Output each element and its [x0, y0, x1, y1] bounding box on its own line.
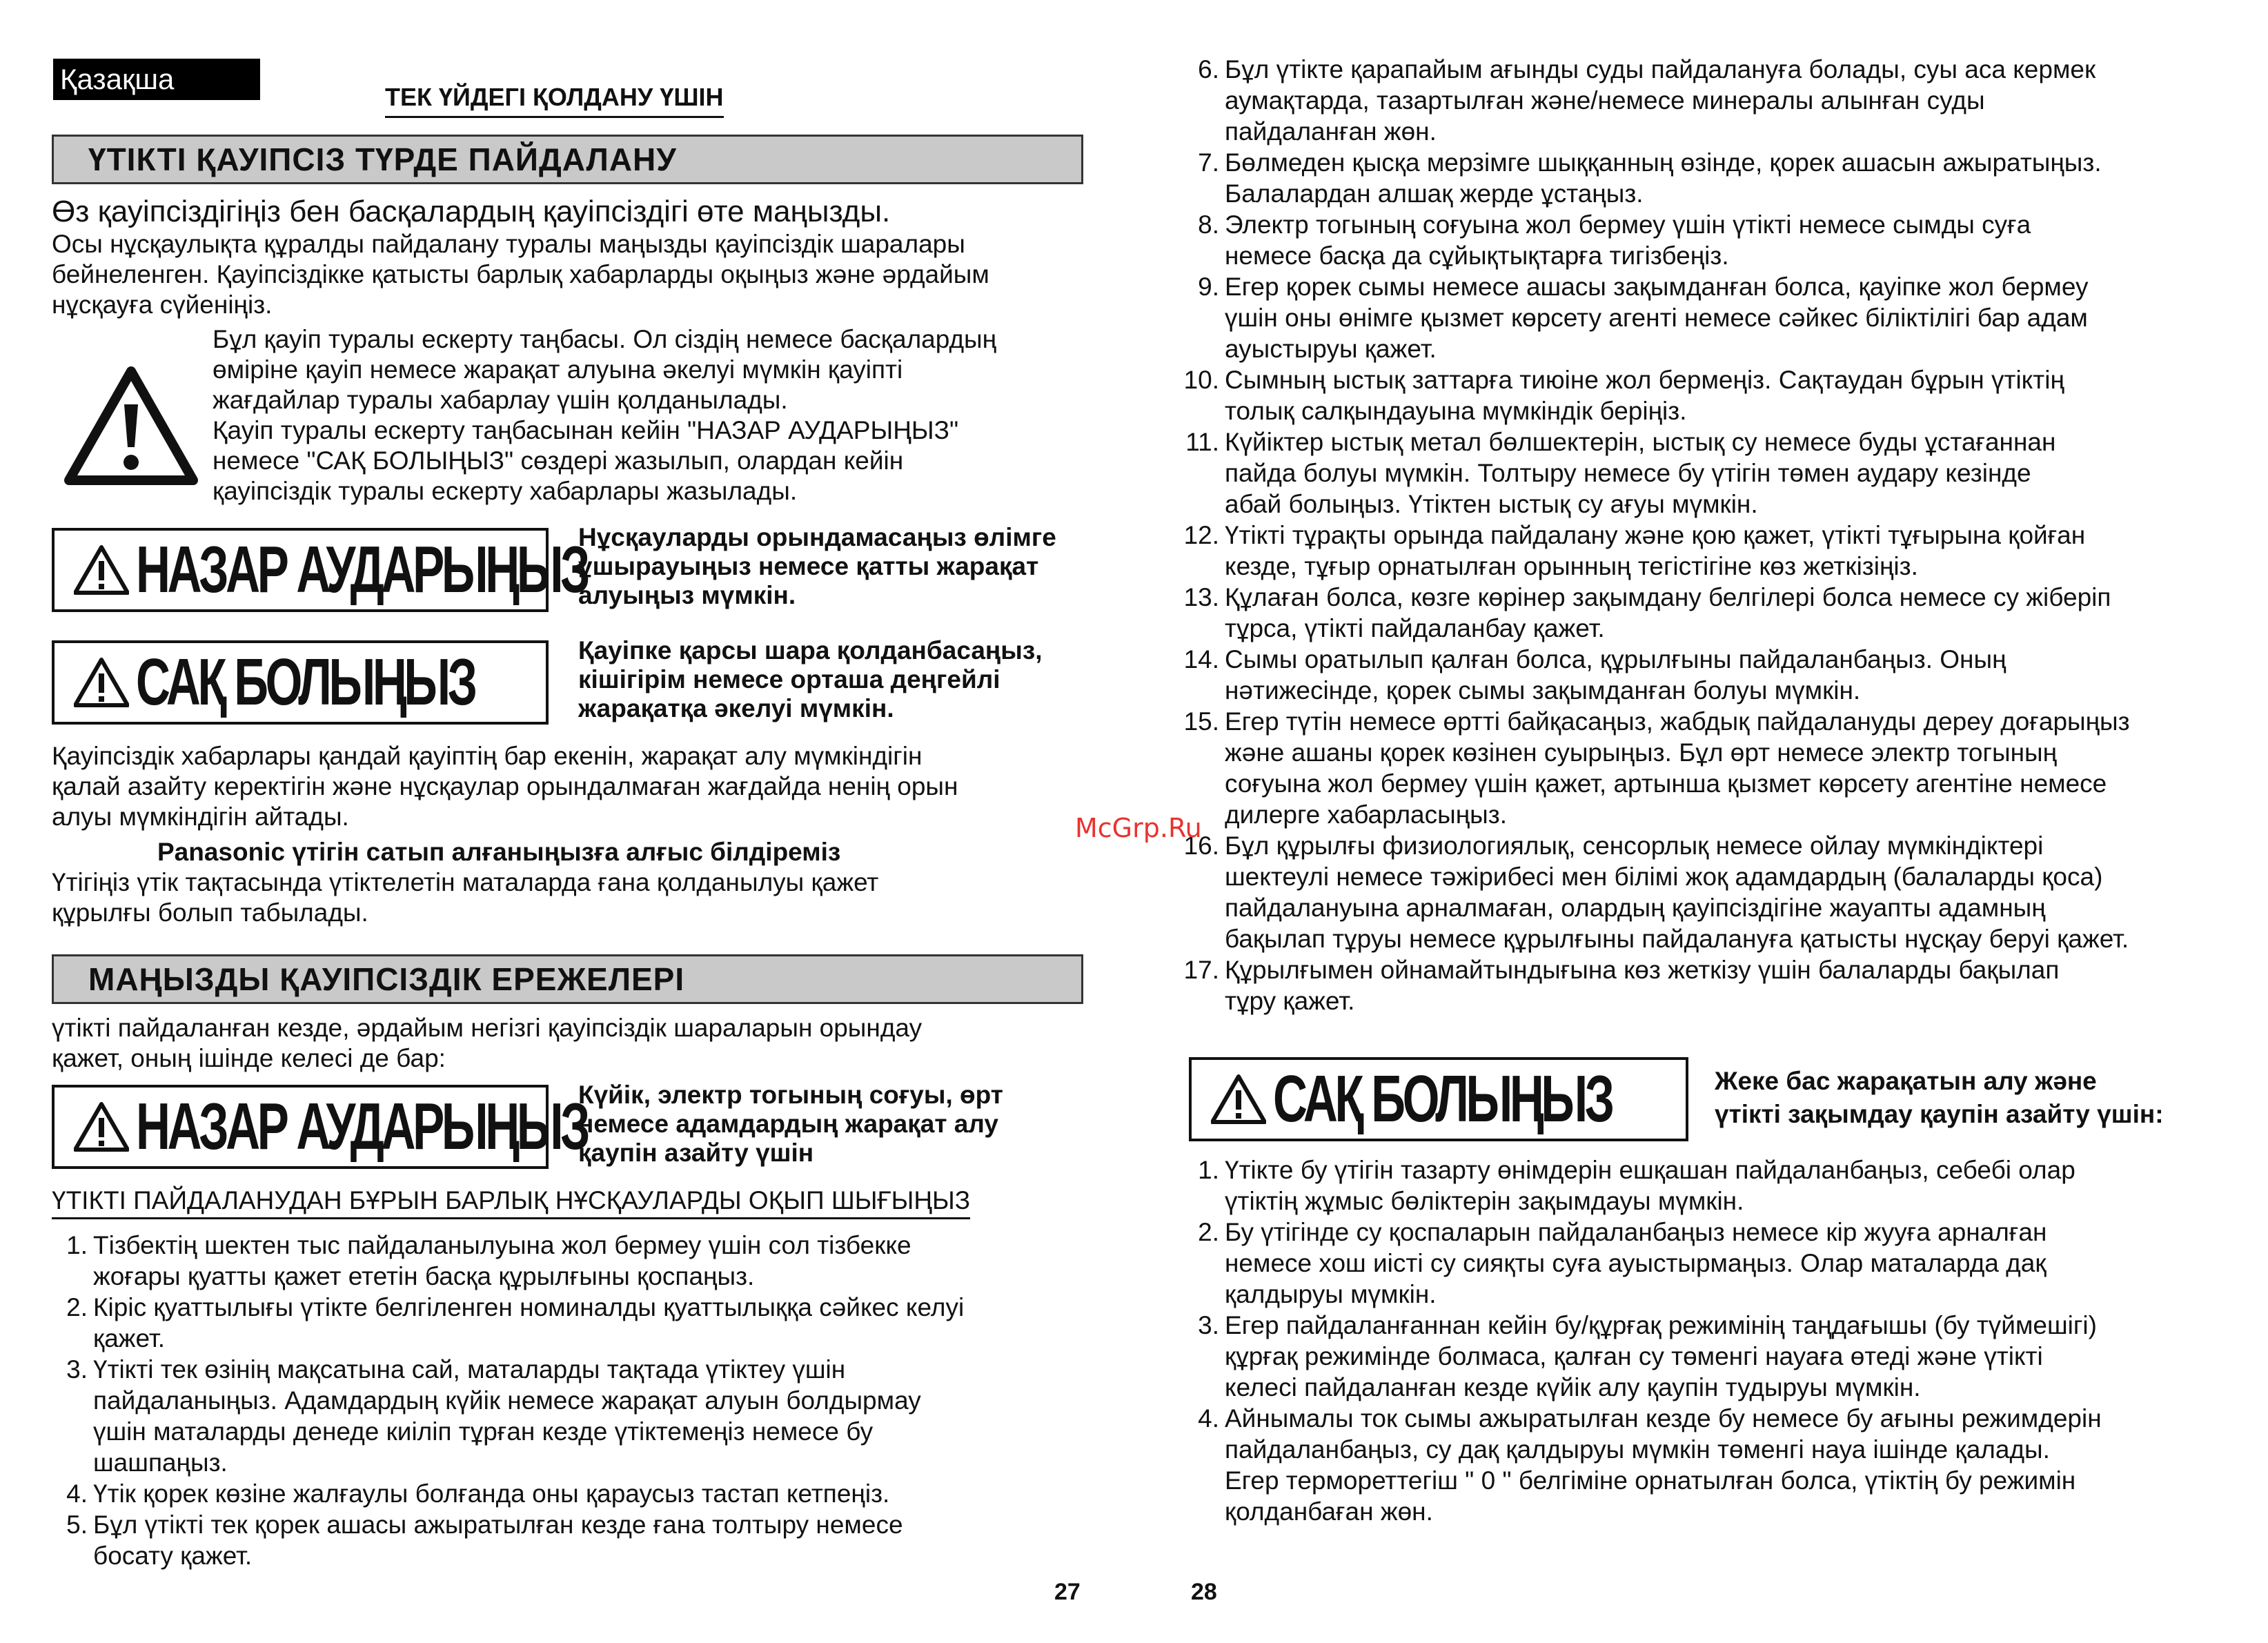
warning2-desc-line: Күйік, электр тогының соғуы, өрт — [578, 1081, 1003, 1109]
thanks-line: Panasonic үтігін сатып алғаныңызға алғыс білдіреміз — [157, 838, 841, 866]
item-line: Үтікте бу үтігін тазарту өнімдерін ешқашан пайдаланбаңыз, себебі олар — [1225, 1156, 2075, 1184]
item-line: дилерге хабарласыңыз. — [1225, 800, 1507, 829]
item-number: 9. — [1198, 273, 1219, 301]
caution-triangle-icon — [74, 657, 129, 708]
item-line: Электр тогының соғуына жол бермеу үшін үтікті немесе сымды суға — [1225, 210, 2031, 239]
item-line: пайдаланған жөн. — [1225, 117, 1437, 146]
list-item — [52, 1509, 1087, 1571]
caution-triangle-icon — [1211, 1074, 1266, 1125]
item-line: Құлаған болса, көзге көрінер зақымдану белгілері болса немесе су жіберіп — [1225, 583, 2111, 611]
item-number: 14. — [1183, 645, 1219, 673]
item-line: Сымның ыстық заттарға тиюіне жол бермеңіз. Сақтаудан бұрын үтіктің — [1225, 366, 2064, 394]
list-item — [1183, 1310, 2260, 1403]
list-item — [52, 1354, 1087, 1478]
item-number: 12. — [1183, 521, 1219, 549]
item-line: қажет. — [93, 1324, 165, 1352]
item-number: 3. — [1198, 1311, 1219, 1339]
intro-line: Осы нұсқаулықта құралды пайдалану туралы маңызды қауіпсіздік шаралары — [52, 230, 965, 258]
page-27 — [0, 0, 1132, 1643]
item-line: Кіріс қуаттылығы үтікте белгіленген номиналды қуаттылыққа сәйкес келуі — [93, 1293, 965, 1321]
warning2-desc-line: қаупін азайту үшін — [578, 1139, 814, 1167]
item-line: Бұл үтікті тек қорек ашасы ажыратылған кезде ғана толтыру немесе — [93, 1511, 903, 1539]
item-line: пайдаланыңыз. Адамдардың күйік немесе жарақат алуын болдырмау — [93, 1386, 921, 1415]
item-line: Тізбектің шектен тыс пайдаланылуына жол бермеу үшін сол тізбекке — [93, 1231, 911, 1259]
safety-msg-line: қалай азайту керектігін және нұсқаулар орындалмаған жағдайда ненің орын — [52, 772, 958, 800]
item-line: Күйіктер ыстық метал бөлшектерін, ыстық су немесе буды ұстағаннан — [1225, 428, 2056, 456]
item-line: пайда болуы мүмкін. Толтыру немесе бу үтігін төмен аудару кезінде — [1225, 459, 2031, 487]
section-title-safe-use: ҮТІКТІ ҚАУІПСІЗ ТҮРДЕ ПАЙДАЛАНУ — [52, 135, 1083, 184]
item-line: Бұл құрылғы физиологиялық, сенсорлық немесе ойлау мүмкіндіктері — [1225, 832, 2044, 860]
page-number: 27 — [1054, 1579, 1081, 1605]
item-number: 10. — [1183, 366, 1219, 394]
item-line: Айнымалы ток сымы ажыратылған кезде бу немесе бу ағыны режимдерін — [1225, 1404, 2102, 1433]
usage-line: Үтігіңіз үтік тақтасында үтіктелетін маталарда ғана қолданылуы қажет — [52, 868, 879, 896]
list-item — [1183, 54, 2260, 147]
alert-symbol-paragraph — [213, 324, 996, 506]
warning-label: НАЗАР АУДАРЫҢЫЗ — [136, 533, 588, 607]
home-use-heading: ТЕК ҮЙДЕГІ ҚОЛДАНУ ҮШІН — [385, 83, 724, 118]
item-line: Құрылғымен ойнамайтындығына көз жеткізу үшін балаларды бақылап — [1225, 956, 2060, 984]
item-number: 2. — [1198, 1218, 1219, 1246]
item-line: Егер термореттегіш " 0 " белгіміне орнатылған болса, үтіктің бу режимін — [1225, 1466, 2076, 1495]
item-number: 11. — [1185, 428, 1219, 456]
intro-paragraph — [52, 229, 989, 320]
caution-label-box-right — [1189, 1057, 1688, 1141]
alert-triangle-icon — [62, 364, 200, 489]
item-number: 7. — [1198, 148, 1219, 177]
list-item — [1183, 644, 2260, 706]
warning2-desc-line: немесе адамдардың жарақат алу — [578, 1110, 998, 1138]
item-line: босату қажет. — [93, 1542, 253, 1570]
usage-line: құрылғы болып табылады. — [52, 898, 368, 927]
caution-label: САҚ БОЛЫҢЫЗ — [1273, 1062, 1612, 1136]
warning-triangle-icon — [74, 1101, 129, 1152]
list-item — [52, 1478, 1087, 1509]
language-tag: Қазақша — [53, 59, 260, 100]
item-number: 1. — [1198, 1156, 1219, 1184]
item-number: 2. — [66, 1293, 88, 1321]
item-line: кезде, тұғыр орнатылған орынның тегістігіне көз жеткізіңіз. — [1225, 552, 1918, 580]
item-line: келесі пайдаланған кезде күйік алу қаупін тудыруы мүмкін. — [1225, 1373, 1921, 1401]
item-line: тұрса, үтікті пайдаланбау қажет. — [1225, 614, 1605, 642]
list-item — [1183, 147, 2260, 209]
item-line: аумақтарда, тазартылған және/немесе минералы алынған суды — [1225, 86, 1985, 115]
alert-line: Бұл қауіп туралы ескерту таңбасы. Ол сіздің немесе басқалардың — [213, 325, 997, 353]
item-line: Егер түтін немесе өртті байқасаңыз, жабдық пайдалануды дереу доғарыңыз — [1225, 707, 2130, 736]
warning-label-box-2 — [52, 1085, 588, 1169]
item-line: толық салқындауына мүмкіндік беріңіз. — [1225, 397, 1687, 425]
item-line: немесе басқа да сұйықтықтарға тигізбеңіз. — [1225, 242, 1729, 270]
list-item — [52, 1230, 1087, 1292]
watermark: McGrp.Ru — [1075, 813, 1202, 843]
item-line: үтіктің жұмыс бөліктерін зақымдауы мүмкін. — [1225, 1187, 1744, 1215]
item-line: құрғақ режимінде болмаса, қалған су төменгі науаға өтеді және үтікті — [1225, 1342, 2043, 1370]
list-item — [1183, 209, 2260, 271]
item-line: шашпаңыз. — [93, 1448, 228, 1477]
list-item — [1183, 271, 2260, 364]
item-line: Егер пайдаланғаннан кейін бу/құрғақ режимінің таңдағышы (бу түймешігі) — [1225, 1311, 2097, 1339]
rules-intro — [52, 1013, 922, 1074]
list-item — [1183, 830, 2260, 954]
item-line: немесе хош иісті су сияқты суға ауыстырмаңыз. Олар маталарда дақ — [1225, 1249, 2047, 1277]
item-line: Бөлмеден қысқа мерзімге шыққанның өзінде, қорек ашасын ажыратыңыз. — [1225, 148, 2102, 177]
item-line: Үтікті тұрақты орында пайдалану және қою қажет, үтікті тұғырына қойған — [1225, 521, 2086, 549]
item-line: Егер қорек сымы немесе ашасы зақымданған болса, қауіпке жол бермеу — [1225, 273, 2089, 301]
caution-description — [578, 636, 1043, 723]
item-line: қолданбаған жөн. — [1225, 1497, 1433, 1526]
item-line: жоғары қуатты қажет ететін басқа құрылғыны қоспаңыз. — [93, 1262, 755, 1290]
safety-messages-paragraph — [52, 741, 958, 832]
item-number: 5. — [66, 1511, 88, 1539]
intro-line: бейнеленген. Қауіпсіздікке қатысты барлық хабарларды оқыңыз және әрдайым — [52, 260, 989, 288]
item-line: абай болыңыз. Үтіктен ыстық су ағуы мүмкін. — [1225, 490, 1758, 518]
item-line: Балалардан алшақ жерде ұстаңыз. — [1225, 179, 1644, 208]
item-line: ауыстыруы қажет. — [1225, 335, 1437, 363]
page-28 — [1134, 0, 2268, 1643]
list-item — [1183, 954, 2260, 1016]
caution-right-desc-line: Жеке бас жарақатын алу және — [1715, 1067, 2097, 1095]
item-line: соғуына жол бермеу үшін қажет, артынша қызмет көрсету агентіне немесе — [1225, 769, 2107, 798]
item-line: Бұл үтікте қарапайым ағынды суды пайдалануға болады, суы аса кермек — [1225, 55, 2096, 83]
safety-msg-line: Қауіпсіздік хабарлары қандай қауіптің бар екенін, жарақат алу мүмкіндігін — [52, 742, 923, 770]
section-title-important-rules: МАҢЫЗДЫ ҚАУІПСІЗДІК ЕРЕЖЕЛЕРІ — [52, 954, 1083, 1004]
item-line: Сымы оратылып қалған болса, құрылғыны пайдаланбаңыз. Оның — [1225, 645, 2006, 673]
list-item — [1183, 706, 2260, 830]
usage-paragraph — [52, 867, 878, 928]
warning-label: НАЗАР АУДАРЫҢЫЗ — [136, 1090, 588, 1163]
alert-line: өміріне қауіп немесе жарақат алуына әкелуі мүмкін қауіпті — [213, 355, 903, 384]
alert-line: жағдайлар туралы хабарлау үшін қолданылады. — [213, 386, 788, 414]
rules-intro-line: қажет, оның ішінде келесі де бар: — [52, 1044, 446, 1072]
page-number: 28 — [1191, 1579, 1217, 1605]
item-line: бақылап тұруы немесе құрылғыны пайдалануға қатысты нұсқау беруі қажет. — [1225, 925, 2129, 953]
item-number: 16. — [1183, 832, 1219, 860]
warning-desc-line: ұшырауыңыз немесе қатты жарақат — [578, 552, 1039, 580]
item-line: қалдыруы мүмкін. — [1225, 1280, 1437, 1308]
item-number: 15. — [1183, 707, 1219, 736]
warning-description — [578, 523, 1056, 610]
warning-desc-line: Нұсқауларды орындамасаңыз өлімге — [578, 523, 1056, 551]
item-number: 4. — [66, 1479, 88, 1508]
alert-line: немесе "САҚ БОЛЫҢЫЗ" сөздері жазылып, олардан кейін — [213, 446, 904, 475]
caution-label-box — [52, 640, 549, 725]
alert-line: Қауіп туралы ескерту таңбасынан кейін "НАЗАР АУДАРЫҢЫЗ" — [213, 416, 959, 444]
safety-msg-line: алуы мүмкіндігін айтады. — [52, 803, 349, 831]
list-item — [1183, 1154, 2260, 1217]
caution-label: САҚ БОЛЫҢЫЗ — [136, 645, 475, 719]
item-line: Бу үтігінде су қоспаларын пайдаланбаңыз немесе кір жууға арналған — [1225, 1218, 2047, 1246]
caution-right-desc-line: үтікті зақымдау қаупін азайту үшін: — [1715, 1100, 2164, 1128]
item-line: Үтікті тек өзінің мақсатына сай, маталарды тақтада үтіктеу үшін — [93, 1355, 846, 1384]
read-all-instructions: ҮТІКТІ ПАЙДАЛАНУДАН БҰРЫН БАРЛЫҚ НҰСҚАУЛАРДЫ ОҚЫП ШЫҒЫҢЫЗ — [52, 1185, 970, 1219]
caution-desc-line: Қауіпке қарсы шара қолданбасаңыз, — [578, 636, 1043, 665]
list-item — [1183, 582, 2260, 644]
rules-intro-line: үтікті пайдаланған кезде, әрдайым негізгі қауіпсіздік шараларын орындау — [52, 1014, 923, 1042]
item-number: 3. — [66, 1355, 88, 1384]
item-line: шектеулі немесе тәжірибесі мен білімі жоқ адамдардың (балаларды қоса) — [1225, 863, 2103, 891]
item-number: 13. — [1183, 583, 1219, 611]
item-line: пайдалануына арналмаған, олардың қауіпсіздігіне жауапты адамның — [1225, 894, 2046, 922]
list-item — [1183, 364, 2260, 426]
item-number: 17. — [1183, 956, 1219, 984]
alert-line: қауіпсіздік туралы ескерту хабарлары жазылады. — [213, 477, 798, 505]
intro-line: нұсқауға сүйеніңіз. — [52, 291, 273, 319]
warning-desc-line: алуыңыз мүмкін. — [578, 581, 796, 609]
item-line: нәтижесінде, қорек сымы зақымданған болуы мүмкін. — [1225, 676, 1861, 705]
item-number: 8. — [1198, 210, 1219, 239]
list-item — [52, 1292, 1087, 1354]
item-line: Үтік қорек көзіне жалғаулы болғанда оны қараусыз тастап кетпеңіз. — [93, 1479, 890, 1508]
warning-triangle-icon — [74, 544, 129, 596]
list-item — [1183, 1217, 2260, 1310]
rules-list-right — [1183, 54, 2260, 1016]
warning2-description — [578, 1081, 1003, 1168]
list-item — [1183, 520, 2260, 582]
warning-label-box — [52, 528, 588, 612]
item-line: пайдаланбаңыз, су дақ қалдыруы мүмкін төменгі науа ішінде қалады. — [1225, 1435, 2050, 1464]
rules-list-left — [52, 1230, 1087, 1571]
item-line: тұру қажет. — [1225, 987, 1355, 1015]
intro-heading: Өз қауіпсіздігіңіз бен басқалардың қауіпсіздігі өте маңызды. — [52, 195, 891, 228]
caution-right-description — [1715, 1065, 2164, 1131]
caution-desc-line: кішігірім немесе орташа деңгейлі — [578, 665, 1000, 693]
item-line: және ашаны қорек көзінен суырыңыз. Бұл өрт немесе электр тогының — [1225, 738, 2058, 767]
caution-list — [1183, 1154, 2260, 1527]
item-number: 4. — [1198, 1404, 1219, 1433]
item-line: үшін маталарды денеде киіліп тұрған кезде үтіктемеңіз немесе бу — [93, 1417, 874, 1446]
list-item — [1183, 426, 2260, 520]
caution-desc-line: жарақатқа әкелуі мүмкін. — [578, 694, 894, 722]
item-line: үшін оны өнімге қызмет көрсету агенті немесе сәйкес біліктілігі бар адам — [1225, 304, 2088, 332]
item-number: 6. — [1198, 55, 1219, 83]
list-item — [1183, 1403, 2260, 1527]
item-number: 1. — [66, 1231, 88, 1259]
